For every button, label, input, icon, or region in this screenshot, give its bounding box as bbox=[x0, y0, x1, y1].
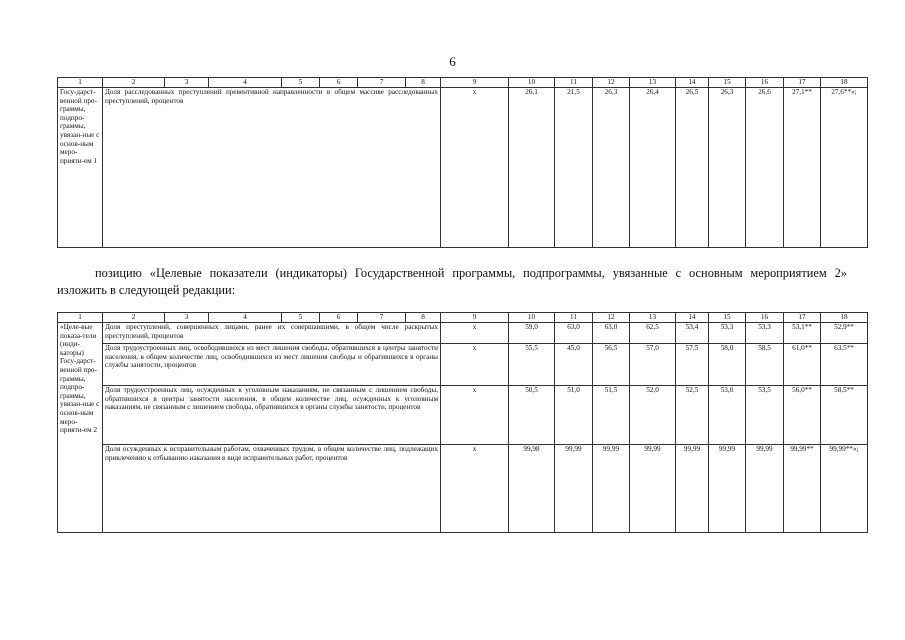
unit-cell: x bbox=[441, 344, 509, 386]
value-cell: 27,1** bbox=[784, 88, 821, 248]
row-group-label: «Целе-вые показа-тели (инди-каторы) Госу-дарст-венной про-граммы, подпро-граммы, увязан-ные с основ-ным меро-прияти-ем 2 bbox=[58, 323, 103, 533]
col-header: 10 bbox=[509, 78, 555, 88]
value-cell: 63,5** bbox=[821, 344, 868, 386]
page-number: 6 bbox=[449, 54, 456, 69]
col-header: 4 bbox=[209, 78, 282, 88]
col-header: 12 bbox=[593, 78, 630, 88]
value-cell: 99,99 bbox=[630, 445, 676, 533]
value-cell: 99,99**»; bbox=[821, 445, 868, 533]
value-cell: 59,0 bbox=[509, 323, 555, 344]
value-cell: 26,5 bbox=[676, 88, 709, 248]
col-header: 10 bbox=[509, 313, 555, 323]
indicator-description: Доля трудоустроенных лиц, осужденных к уголовным наказаниям, не связанным с лишением свободы, обратившихся в центры занятости населения, в общем количестве лиц, осужденных к уголовным наказаниям, не связанным с лишением свободы, обратившихся в органы службы занятости, процентов bbox=[103, 386, 441, 445]
value-cell: 52,5 bbox=[676, 386, 709, 445]
value-cell: 55,5 bbox=[509, 344, 555, 386]
value-cell: 52,9** bbox=[821, 323, 868, 344]
indicator-description: Доля расследованных преступлений превентивной направленности в общем массиве расследованных преступлений, процентов bbox=[103, 88, 441, 248]
value-cell: 53,1** bbox=[784, 323, 821, 344]
value-cell: 57,5 bbox=[676, 344, 709, 386]
table-row bbox=[58, 386, 868, 445]
col-header: 7 bbox=[358, 78, 406, 88]
col-header: 1 bbox=[58, 313, 103, 323]
value-cell: 26,3 bbox=[709, 88, 746, 248]
table-indicators-2 bbox=[57, 312, 868, 533]
col-header: 4 bbox=[209, 313, 282, 323]
value-cell: 52,0 bbox=[630, 386, 676, 445]
col-header: 2 bbox=[103, 313, 165, 323]
amendment-paragraph: позицию «Целевые показатели (индикаторы) Государственной программы, подпрограммы, увязанные с основным мероприятием 2» изложить в следующей редакции: bbox=[57, 266, 847, 297]
value-cell: 99,99** bbox=[784, 445, 821, 533]
col-header: 1 bbox=[58, 78, 103, 88]
col-header: 18 bbox=[821, 78, 868, 88]
value-cell: 26,6 bbox=[746, 88, 784, 248]
indicator-description: Доля преступлений, совершенных лицами, ранее их совершавшими, в общем числе раскрытых преступлений, процентов bbox=[103, 323, 441, 344]
col-header: 5 bbox=[282, 313, 320, 323]
col-header: 3 bbox=[165, 313, 209, 323]
value-cell: 50,5 bbox=[509, 386, 555, 445]
value-cell: 57,0 bbox=[630, 344, 676, 386]
col-header: 9 bbox=[441, 78, 509, 88]
value-cell: 51,0 bbox=[555, 386, 593, 445]
col-header: 8 bbox=[406, 313, 441, 323]
value-cell: 63,0 bbox=[555, 323, 593, 344]
value-cell: 99,99 bbox=[709, 445, 746, 533]
value-cell: 99,99 bbox=[746, 445, 784, 533]
value-cell: 53,3 bbox=[709, 323, 746, 344]
value-cell: 58,0 bbox=[709, 344, 746, 386]
col-header: 6 bbox=[320, 313, 358, 323]
table-header-row bbox=[58, 313, 868, 323]
col-header: 11 bbox=[555, 78, 593, 88]
col-header: 13 bbox=[630, 313, 676, 323]
table-header-row bbox=[58, 78, 868, 88]
value-cell: 99,98 bbox=[509, 445, 555, 533]
value-cell: 53,4 bbox=[676, 323, 709, 344]
indicator-description: Доля осужденных к исправительным работам, охваченных трудом, в общем количестве лиц, подлежащих привлечению к отбыванию наказания в виде исправительных работ, процентов bbox=[103, 445, 441, 533]
col-header: 8 bbox=[406, 78, 441, 88]
table-row bbox=[58, 88, 868, 248]
col-header: 12 bbox=[593, 313, 630, 323]
col-header: 3 bbox=[165, 78, 209, 88]
value-cell: 58,5** bbox=[821, 386, 868, 445]
value-cell: 51,5 bbox=[593, 386, 630, 445]
value-cell: 56,5 bbox=[593, 344, 630, 386]
value-cell: 99,99 bbox=[676, 445, 709, 533]
unit-cell: x bbox=[441, 445, 509, 533]
value-cell: 53,5 bbox=[746, 386, 784, 445]
unit-cell: x bbox=[441, 88, 509, 248]
value-cell: 21,5 bbox=[555, 88, 593, 248]
col-header: 11 bbox=[555, 313, 593, 323]
value-cell: 27,6**»; bbox=[821, 88, 868, 248]
table-row bbox=[58, 445, 868, 533]
unit-cell: x bbox=[441, 323, 509, 344]
table-row bbox=[58, 323, 868, 344]
col-header: 7 bbox=[358, 313, 406, 323]
value-cell: 61,0** bbox=[784, 344, 821, 386]
value-cell: 58,5 bbox=[746, 344, 784, 386]
col-header: 18 bbox=[821, 313, 868, 323]
value-cell: 26,1 bbox=[509, 88, 555, 248]
col-header: 13 bbox=[630, 78, 676, 88]
value-cell: 26,3 bbox=[593, 88, 630, 248]
col-header: 16 bbox=[746, 78, 784, 88]
value-cell: 56,0** bbox=[784, 386, 821, 445]
col-header: 2 bbox=[103, 78, 165, 88]
value-cell: 53,0 bbox=[709, 386, 746, 445]
value-cell: 53,3 bbox=[746, 323, 784, 344]
col-header: 16 bbox=[746, 313, 784, 323]
col-header: 14 bbox=[676, 313, 709, 323]
value-cell: 26,4 bbox=[630, 88, 676, 248]
col-header: 17 bbox=[784, 313, 821, 323]
value-cell: 62,5 bbox=[630, 323, 676, 344]
col-header: 14 bbox=[676, 78, 709, 88]
col-header: 9 bbox=[441, 313, 509, 323]
unit-cell: x bbox=[441, 386, 509, 445]
col-header: 15 bbox=[709, 78, 746, 88]
value-cell: 99,99 bbox=[555, 445, 593, 533]
col-header: 5 bbox=[282, 78, 320, 88]
indicator-description: Доля трудоустроенных лиц, освободившихся из мест лишения свободы, обратившихся в центры занятости населения, в общем количестве лиц, освободившихся из мест лишения свободы и обратившихся в органы службы занятости, процентов bbox=[103, 344, 441, 386]
col-header: 17 bbox=[784, 78, 821, 88]
table-row bbox=[58, 344, 868, 386]
row-group-label: Госу-дарст-венной про-граммы, подпро-граммы, увязан-ные с основ-ным меро-прияти-ем 1 bbox=[58, 88, 103, 248]
value-cell: 63,0 bbox=[593, 323, 630, 344]
value-cell: 99,99 bbox=[593, 445, 630, 533]
value-cell: 45,0 bbox=[555, 344, 593, 386]
col-header: 15 bbox=[709, 313, 746, 323]
col-header: 6 bbox=[320, 78, 358, 88]
table-indicators-1 bbox=[57, 77, 868, 248]
